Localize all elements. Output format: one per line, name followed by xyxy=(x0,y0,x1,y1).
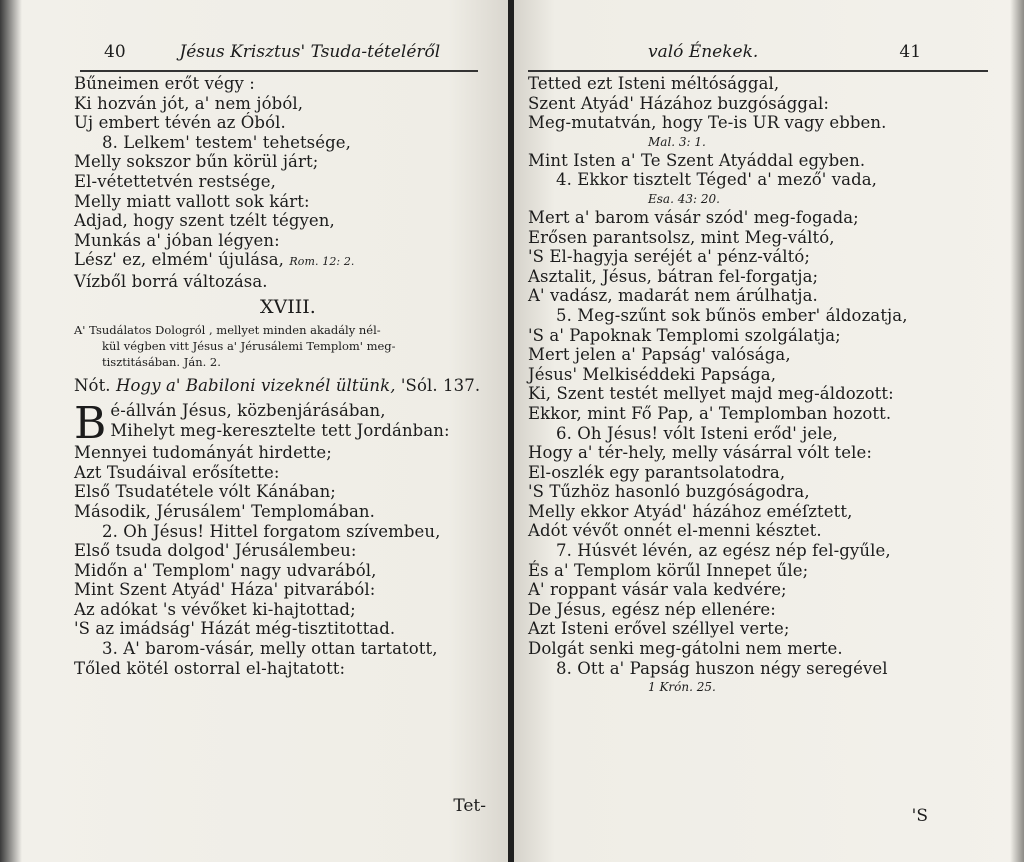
verse-line: Ekkor, mint Fő Pap, a' Templomban hozott. xyxy=(528,403,892,423)
running-head: Jésus Krisztus' Tsuda-tételéről xyxy=(179,42,441,62)
catchword: 'S xyxy=(911,806,928,826)
right-page xyxy=(514,0,1024,862)
stanza-first-line: 8. Lelkem' testem' tehetsége, xyxy=(102,132,351,152)
verse-line: Midőn a' Templom' nagy udvarából, xyxy=(74,560,377,580)
verse-line: Vízből borrá változása. xyxy=(74,271,268,291)
verse-line: Tetted ezt Isteni méltósággal, xyxy=(528,74,780,93)
verse-line: Mert a' barom vásár szód' meg-fogada; xyxy=(528,207,859,227)
left-text-column xyxy=(74,74,504,678)
scripture-reference: 1 Krón. 25. xyxy=(648,680,716,695)
verse-line: Mennyei tudományát hirdette; xyxy=(74,443,332,463)
verse-line: Adót vévőt onnét el-menni késztet. xyxy=(528,521,822,541)
section-number: XVIII. xyxy=(260,295,316,318)
verse-line: 'S El-hagyja seréjét a' pénz-váltó; xyxy=(528,247,811,267)
verse-line: Bűneimen erőt végy : xyxy=(74,74,255,93)
section-summary-line: kül végben vitt Jésus a' Jérusálemi Templom' meg- xyxy=(102,338,396,353)
tune-line xyxy=(74,376,504,396)
section-summary-line: tisztitásában. Ján. 2. xyxy=(102,354,221,369)
verse-line: Azt Tsudáival erősítette: xyxy=(74,462,280,482)
verse-line: Mert jelen a' Papság' valósága, xyxy=(528,345,791,365)
verse-line: Ki, Szent testét mellyet majd meg-áldozott: xyxy=(528,384,894,404)
verse-line: A' roppant vásár vala kedvére; xyxy=(528,580,787,600)
tune-title: Hogy a' Babiloni vizeknél ültünk, xyxy=(116,375,396,395)
hymn-opening xyxy=(74,398,504,450)
scripture-reference: Esa. 43: 20. xyxy=(648,191,720,206)
tune-prefix: Nót. xyxy=(74,375,111,395)
verse-line: Második, Jérusálem' Templomában. xyxy=(74,501,375,521)
stanza-first-line: 7. Húsvét lévén, az egész nép fel-gyűle, xyxy=(556,541,891,561)
catchword: Tet- xyxy=(453,796,486,816)
running-head: való Énekek. xyxy=(648,42,759,62)
tune-reference: 'Sól. 137. xyxy=(400,375,481,395)
verse-line: Dolgát senki meg-gátolni nem merte. xyxy=(528,639,843,659)
left-page-header xyxy=(104,42,440,62)
verse-line: Tőled kötél ostorral el-hajtatott: xyxy=(74,658,346,678)
verse-line: Első tsuda dolgod' Jérusálembeu: xyxy=(74,541,357,561)
stanza-first-line: 3. A' barom-vásár, melly ottan tartatott, xyxy=(102,639,438,659)
page-edge-shadow xyxy=(1010,0,1024,862)
verse-line: Melly sokszor bűn körül járt; xyxy=(74,152,319,172)
verse-line: Jésus' Melkiséddeki Papsága, xyxy=(528,364,777,384)
verse-line: Melly ekkor Atyád' házához eméſztett, xyxy=(528,501,853,521)
verse-line: Erősen parantsolsz, mint Meg-váltó, xyxy=(528,227,835,247)
verse-line: A' vadász, madarát nem árúlhatja. xyxy=(528,286,818,306)
verse-line: Adjad, hogy szent tzélt tégyen, xyxy=(74,211,335,231)
drop-cap: B xyxy=(74,398,107,450)
verse-line: El-oszlék egy parantsolatodra, xyxy=(528,462,786,482)
verse-line: Mihelyt meg-keresztelte tett Jordánban: xyxy=(110,420,450,440)
right-page-header xyxy=(648,42,921,62)
scripture-reference: Rom. 12: 2. xyxy=(289,255,355,269)
verse-line: Munkás a' jóban légyen: xyxy=(74,230,280,250)
verse-text: Lész' ez, elmém' újulása, xyxy=(74,250,285,270)
verse-line-with-reference xyxy=(74,250,504,272)
verse-line: Az adókat 's vévőket ki-hajtottad; xyxy=(74,599,356,619)
stanza-first-line: 4. Ekkor tisztelt Téged' a' mező' vada, xyxy=(556,170,878,190)
stanza-first-line: 8. Ott a' Papság huszon négy seregével xyxy=(556,658,888,678)
verse-line: És a' Templom körűl Innepet űle; xyxy=(528,560,809,580)
verse-line: Szent Atyád' Házához buzgósággal: xyxy=(528,93,830,113)
verse-line: Mint Szent Atyád' Háza' pitvarából: xyxy=(74,580,376,600)
right-text-column xyxy=(528,74,998,696)
verse-line: 'S a' Papoknak Templomi szolgálatja; xyxy=(528,325,841,345)
verse-line: Melly miatt vallott sok kárt: xyxy=(74,191,310,211)
verse-line: Uj embert tévén az Óból. xyxy=(74,113,286,133)
verse-line: é-állván Jésus, közbenjárásában, xyxy=(110,401,386,421)
verse-line: Hogy a' tér-hely, melly vásárral vólt tele: xyxy=(528,443,873,463)
left-page xyxy=(0,0,510,862)
verse-line: Ki hozván jót, a' nem jóból, xyxy=(74,93,304,113)
page-edge-shadow xyxy=(0,0,22,862)
header-rule xyxy=(80,70,478,72)
verse-line: El-vétettetvén restsége, xyxy=(74,171,276,191)
verse-line: Azt Isteni erővel széllyel verte; xyxy=(528,619,790,639)
page-number: 40 xyxy=(104,42,126,62)
verse-line: Első Tsudatétele vólt Kánában; xyxy=(74,482,336,502)
verse-line: De Jésus, egész nép ellenére: xyxy=(528,599,776,619)
verse-line: Mint Isten a' Te Szent Atyáddal egyben. xyxy=(528,150,866,170)
verse-line: Meg-mutatván, hogy Te-is UR vagy ebben. xyxy=(528,113,887,133)
page-number: 41 xyxy=(899,42,922,62)
header-rule xyxy=(528,70,988,72)
scripture-reference: Mal. 3: 1. xyxy=(648,134,706,149)
stanza-first-line: 5. Meg-szűnt sok bűnös ember' áldozatja, xyxy=(556,305,908,325)
verse-line: Asztalit, Jésus, bátran fel-forgatja; xyxy=(528,266,819,286)
stanza-first-line: 2. Oh Jésus! Hittel forgatom szívembeu, xyxy=(102,521,441,541)
stanza-first-line: 6. Oh Jésus! vólt Isteni erőd' jele, xyxy=(556,423,838,443)
section-summary-line: A' Tsudálatos Dologról , mellyet minden akadály nél- xyxy=(74,322,381,337)
verse-line: 'S az imádság' Házát még-tisztitottad. xyxy=(74,619,396,639)
verse-line: 'S Tűzhöz hasonló buzgóságodra, xyxy=(528,482,810,502)
